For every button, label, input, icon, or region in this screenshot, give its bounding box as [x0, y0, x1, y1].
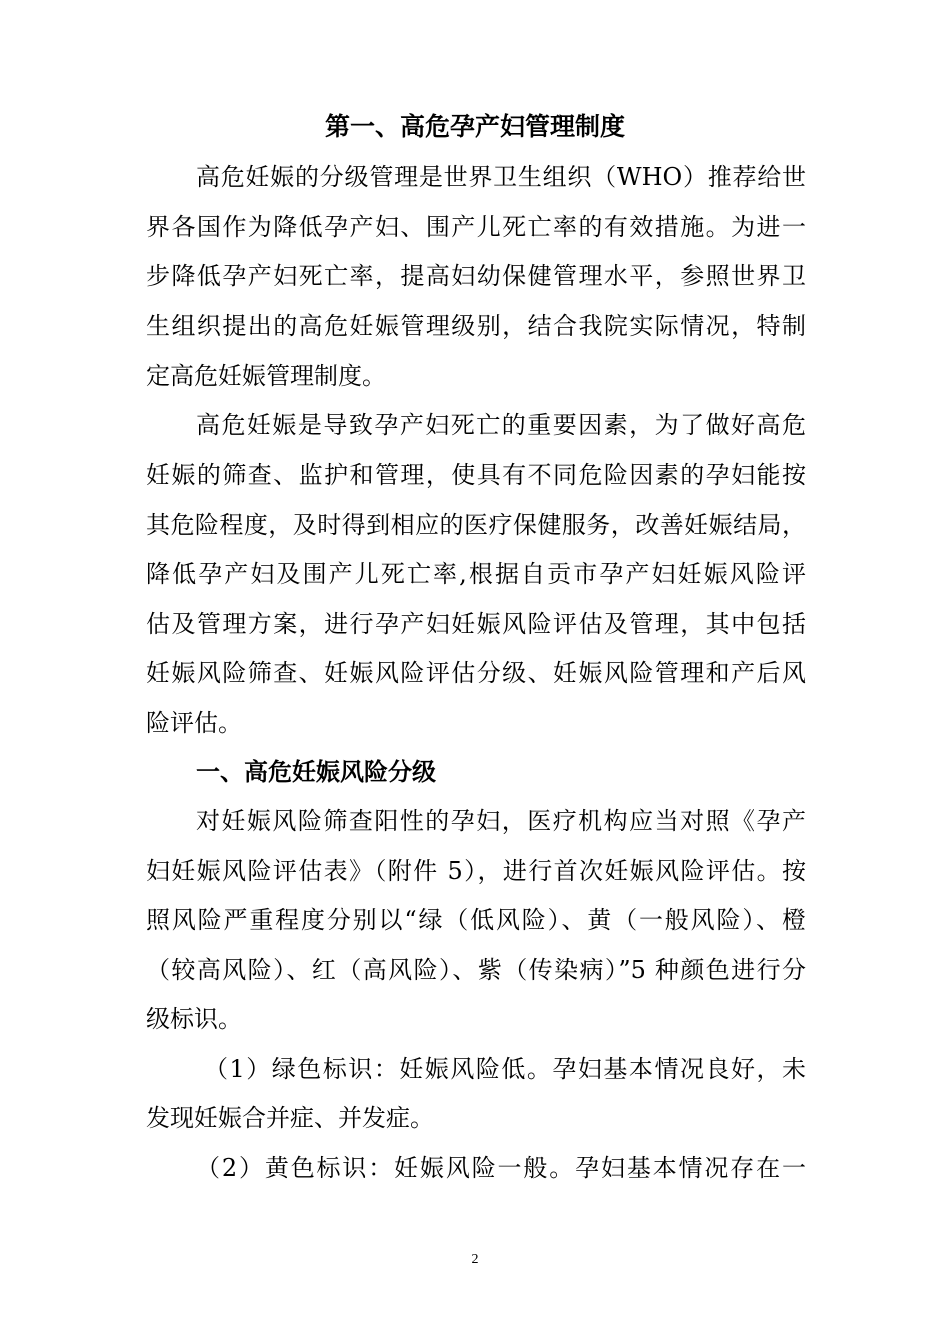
paragraph-line: 降低孕产妇及围产儿死亡率,根据自贡市孕产妇妊娠风险评 — [146, 560, 806, 588]
paragraph-line: （较高风险）、红（高风险）、紫（传染病）”5 种颜色进行分 — [146, 956, 806, 984]
paragraph-line: 妊娠风险筛查、妊娠风险评估分级、妊娠风险管理和产后风 — [146, 659, 806, 687]
list-item-line: 发现妊娠合并症、并发症。 — [146, 1104, 434, 1132]
list-item-line: （2）黄色标识：妊娠风险一般。孕妇基本情况存在一 — [196, 1154, 806, 1182]
paragraph-line: 妇妊娠风险评估表》（附件 5），进行首次妊娠风险评估。按 — [146, 857, 806, 885]
paragraph-line: 对妊娠风险筛查阳性的孕妇，医疗机构应当对照《孕产 — [196, 807, 806, 835]
paragraph-line: 高危妊娠是导致孕产妇死亡的重要因素，为了做好高危 — [196, 411, 806, 439]
paragraph-line: 高危妊娠的分级管理是世界卫生组织（WHO）推荐给世 — [196, 163, 806, 191]
paragraph-line: 其危险程度，及时得到相应的医疗保健服务，改善妊娠结局， — [146, 511, 806, 539]
paragraph-line: 步降低孕产妇死亡率，提高妇幼保健管理水平，参照世界卫 — [146, 262, 806, 290]
paragraph-line: 界各国作为降低孕产妇、围产儿死亡率的有效措施。为进一 — [146, 213, 806, 241]
document-title: 第一、高危孕产妇管理制度 — [324, 112, 625, 141]
paragraph-line: 定高危妊娠管理制度。 — [146, 362, 386, 390]
section-heading: 一、高危妊娠风险分级 — [196, 758, 436, 786]
page-number: 2 — [471, 1252, 479, 1267]
paragraph-line: 级标识。 — [146, 1005, 242, 1033]
paragraph-line: 生组织提出的高危妊娠管理级别，结合我院实际情况，特制 — [146, 312, 806, 340]
paragraph-line: 险评估。 — [146, 709, 242, 737]
list-item-line: （1）绿色标识：妊娠风险低。孕妇基本情况良好，未 — [204, 1055, 806, 1083]
paragraph-line: 估及管理方案，进行孕产妇妊娠风险评估及管理，其中包括 — [146, 610, 806, 638]
paragraph-line: 照风险严重程度分别以“绿（低风险）、黄（一般风险）、橙 — [146, 906, 806, 934]
paragraph-line: 妊娠的筛查、监护和管理，使具有不同危险因素的孕妇能按 — [146, 461, 806, 489]
